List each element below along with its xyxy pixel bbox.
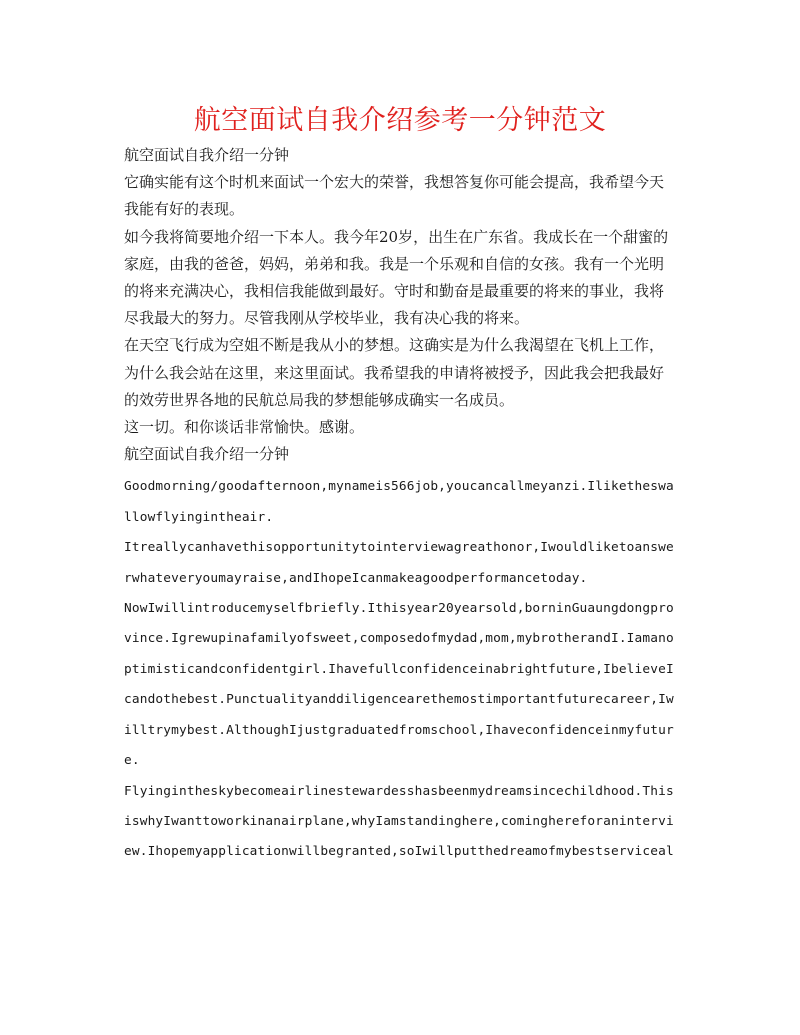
cn-paragraph: 这一切。和你谈话非常愉快。感谢。 [124,418,365,437]
en-paragraph: NowIwillintroducemyselfbriefly.Ithisyear20yearsold,borninGuaungdongprovince.Igrewupinafamilyofsweet,composedofmydad,mom,mybrotherandI.Iamanoptimisticandconfidentgirl.Ihavefullconfidenceinabrightfuture,IbelieveIcandothebest.Punctualityanddiligencearethemostimportantfuturecareer,Iwilltrymybest.AlthoughIjustgraduatedfromschool,Ihaveconfidenceinmyfuture. [124,601,674,769]
cn-paragraph: 在天空飞行成为空姐不断是我从小的梦想。这确实是为什么我渴望在飞机上工作，为什么我会站在这里，来这里面试。我希望我的申请将被授予，因此我会把我最好的效劳世界各地的民航总局我的梦想能够成确实一名成员。 [124,336,665,409]
document-body [124,142,676,868]
chinese-section [124,142,676,468]
en-paragraph: Goodmorning/goodafternoon,mynameis566job,youcancallmeyanzi.Iliketheswallowflyingintheair. [124,479,674,525]
english-section [124,472,676,867]
cn-heading: 航空面试自我介绍一分钟 [124,445,290,464]
document-title: 航空面试自我介绍参考一分钟范文 [193,105,607,136]
cn-paragraph: 如今我将简要地介绍一下本人。我今年20岁，出生在广东省。我成长在一个甜蜜的家庭，由我的爸爸，妈妈，弟弟和我。我是一个乐观和自信的女孩。我有一个光明的将来充满决心，我相信我能做到最好。守时和勤奋是最重要的将来的事业，我将尽我最大的努力。尽管我刚从学校毕业，我有决心我的将来。 [124,227,669,328]
en-paragraph: Flyingintheskybecomeairlinestewardesshasbeenmydreamsincechildhood.ThisiswhyIwanttoworkinanairplane,whyIamstandinghere,cominghereforaninterview.Ihopemyapplicationwillbegranted,soIwillputthedreamofmybestserviceal [124,783,674,860]
en-paragraph: Itreallycanhavethisopportunitytointerviewagreathonor,Iwouldliketoanswerwhateveryoumayraise,andIhopeIcanmakeagoodperformancetoday. [124,540,674,586]
cn-paragraph: 它确实能有这个时机来面试一个宏大的荣誉，我想答复你可能会提高，我希望今天我能有好的表现。 [124,173,665,219]
cn-heading: 航空面试自我介绍一分钟 [124,146,290,164]
